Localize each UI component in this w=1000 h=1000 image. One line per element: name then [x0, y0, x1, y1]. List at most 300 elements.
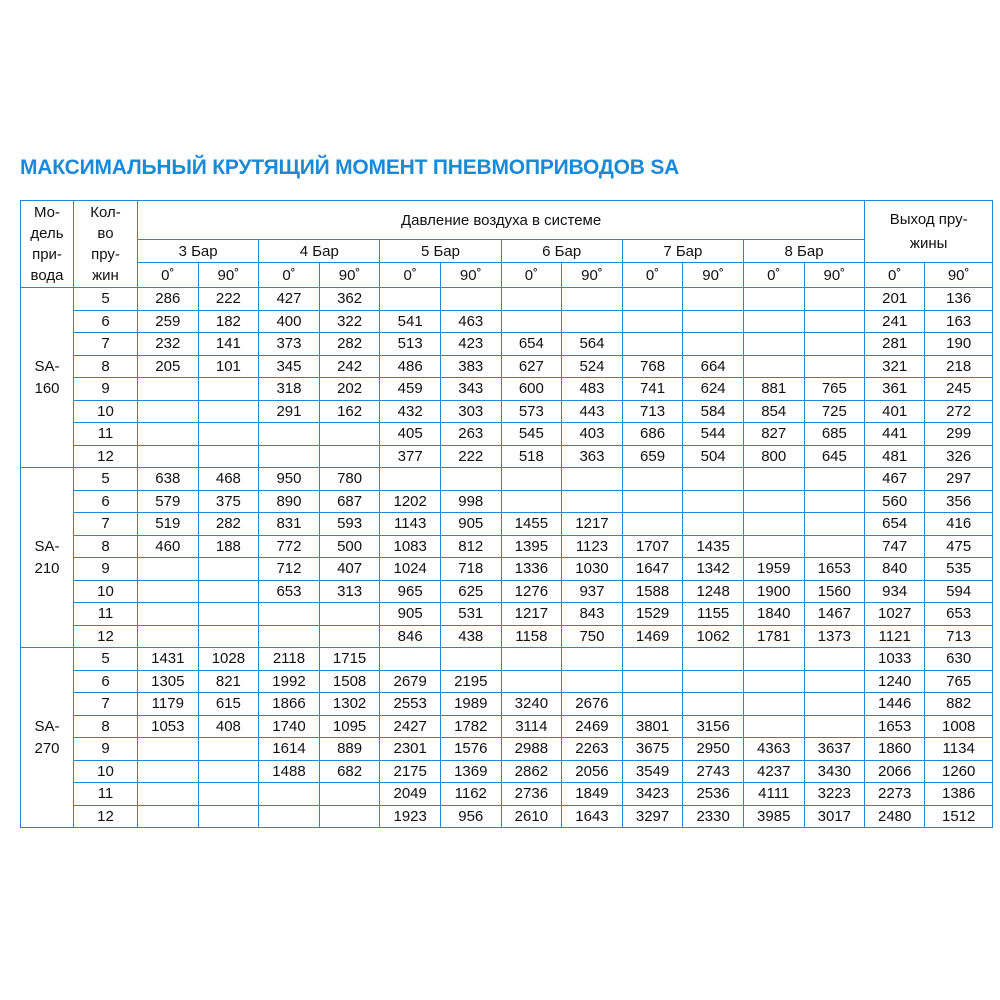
torque-value-cell [501, 670, 562, 693]
torque-value-cell: 780 [319, 468, 380, 491]
springs-count-cell: 7 [74, 693, 138, 716]
angle-header: 90˚ [198, 263, 259, 288]
torque-value-cell: 2988 [501, 738, 562, 761]
torque-value-cell: 625 [440, 580, 501, 603]
torque-value-cell [259, 625, 320, 648]
torque-value-cell: 222 [198, 288, 259, 311]
table-row [21, 738, 993, 761]
torque-value-cell: 821 [198, 670, 259, 693]
spring-output-cell: 653 [925, 603, 993, 626]
torque-value-cell: 1740 [259, 715, 320, 738]
torque-value-cell: 291 [259, 400, 320, 423]
torque-value-cell [804, 693, 865, 716]
spring-output-cell: 1386 [925, 783, 993, 806]
torque-value-cell [198, 805, 259, 828]
torque-value-cell: 519 [138, 513, 199, 536]
model-cell [21, 648, 74, 828]
torque-value-cell: 2118 [259, 648, 320, 671]
torque-value-cell [743, 468, 804, 491]
torque-value-cell: 905 [440, 513, 501, 536]
springs-count-cell: 5 [74, 468, 138, 491]
torque-value-cell: 664 [683, 355, 744, 378]
torque-value-cell: 1469 [622, 625, 683, 648]
torque-value-cell: 1560 [804, 580, 865, 603]
spring-output-cell: 190 [925, 333, 993, 356]
torque-value-cell [743, 513, 804, 536]
torque-value-cell [198, 423, 259, 446]
torque-value-cell [683, 288, 744, 311]
spring-output-cell: 401 [865, 400, 925, 423]
table-row [21, 310, 993, 333]
torque-value-cell: 363 [562, 445, 623, 468]
torque-value-cell: 1143 [380, 513, 441, 536]
torque-value-cell: 460 [138, 535, 199, 558]
angle-header: 0˚ [622, 263, 683, 288]
model-cell [21, 288, 74, 468]
torque-value-cell: 1123 [562, 535, 623, 558]
torque-value-cell: 600 [501, 378, 562, 401]
torque-value-cell: 843 [562, 603, 623, 626]
torque-value-cell: 2862 [501, 760, 562, 783]
spring-output-cell: 475 [925, 535, 993, 558]
torque-value-cell: 3430 [804, 760, 865, 783]
torque-value-cell: 1431 [138, 648, 199, 671]
torque-value-cell: 362 [319, 288, 380, 311]
torque-value-cell: 1715 [319, 648, 380, 671]
springs-count-cell: 10 [74, 400, 138, 423]
torque-value-cell: 405 [380, 423, 441, 446]
torque-value-cell: 282 [198, 513, 259, 536]
model-cell [21, 468, 74, 648]
torque-value-cell: 3637 [804, 738, 865, 761]
springs-column-header [74, 201, 138, 288]
springs-count-cell: 8 [74, 535, 138, 558]
torque-value-cell: 889 [319, 738, 380, 761]
table-row [21, 333, 993, 356]
springs-count-cell: 10 [74, 760, 138, 783]
spring-output-cell: 163 [925, 310, 993, 333]
spring-output-cell: 765 [925, 670, 993, 693]
torque-value-cell [622, 310, 683, 333]
torque-value-cell [501, 288, 562, 311]
torque-value-cell: 222 [440, 445, 501, 468]
torque-value-cell: 313 [319, 580, 380, 603]
spring-output-cell: 840 [865, 558, 925, 581]
torque-value-cell: 800 [743, 445, 804, 468]
torque-value-cell: 615 [198, 693, 259, 716]
model-header-line: Мо- [33, 204, 60, 221]
torque-value-cell: 573 [501, 400, 562, 423]
torque-value-cell: 750 [562, 625, 623, 648]
torque-value-cell: 188 [198, 535, 259, 558]
torque-value-cell [319, 603, 380, 626]
torque-value-cell [683, 310, 744, 333]
torque-value-cell: 3549 [622, 760, 683, 783]
torque-value-cell [319, 423, 380, 446]
torque-value-cell: 427 [259, 288, 320, 311]
torque-value-cell: 504 [683, 445, 744, 468]
torque-value-cell [743, 715, 804, 738]
torque-value-cell: 685 [804, 423, 865, 446]
torque-value-cell [622, 490, 683, 513]
torque-value-cell: 468 [198, 468, 259, 491]
model-label-line: SA- [34, 717, 60, 735]
springs-count-cell: 12 [74, 625, 138, 648]
torque-value-cell [683, 490, 744, 513]
spring-output-cell: 245 [925, 378, 993, 401]
torque-value-cell: 2743 [683, 760, 744, 783]
springs-count-cell: 5 [74, 288, 138, 311]
model-column-header [21, 201, 74, 288]
table-row [21, 625, 993, 648]
torque-value-cell: 205 [138, 355, 199, 378]
torque-value-cell: 443 [562, 400, 623, 423]
angle-header: 90˚ [804, 263, 865, 288]
torque-table [20, 200, 993, 828]
torque-value-cell: 162 [319, 400, 380, 423]
torque-value-cell: 377 [380, 445, 441, 468]
torque-value-cell: 403 [562, 423, 623, 446]
torque-table-body [21, 288, 993, 828]
springs-count-cell: 7 [74, 333, 138, 356]
spring-output-cell: 560 [865, 490, 925, 513]
page-title: МАКСИМАЛЬНЫЙ КРУТЯЩИЙ МОМЕНТ ПНЕВМОПРИВОДОВ SA [20, 156, 680, 179]
angle-header: 90˚ [319, 263, 380, 288]
torque-value-cell [319, 445, 380, 468]
torque-value-cell: 423 [440, 333, 501, 356]
torque-value-cell: 541 [380, 310, 441, 333]
model-label-line: 210 [34, 559, 60, 577]
torque-value-cell [562, 310, 623, 333]
spring-output-cell: 467 [865, 468, 925, 491]
torque-value-cell [804, 288, 865, 311]
torque-value-cell: 2950 [683, 738, 744, 761]
torque-value-cell: 4237 [743, 760, 804, 783]
torque-value-cell: 263 [440, 423, 501, 446]
torque-value-cell: 1162 [440, 783, 501, 806]
angle-header: 90˚ [562, 263, 623, 288]
torque-value-cell: 1992 [259, 670, 320, 693]
table-row [21, 468, 993, 491]
spring-output-cell: 2273 [865, 783, 925, 806]
springs-header-line: Кол- [90, 204, 121, 221]
torque-value-cell: 1508 [319, 670, 380, 693]
torque-value-cell: 286 [138, 288, 199, 311]
torque-value-cell [138, 378, 199, 401]
torque-value-cell: 4111 [743, 783, 804, 806]
springs-count-cell: 8 [74, 355, 138, 378]
torque-value-cell [138, 400, 199, 423]
torque-value-cell [259, 805, 320, 828]
torque-value-cell: 438 [440, 625, 501, 648]
torque-value-cell [743, 693, 804, 716]
torque-value-cell: 3985 [743, 805, 804, 828]
spring-output-cell: 1512 [925, 805, 993, 828]
torque-value-cell: 712 [259, 558, 320, 581]
springs-count-cell: 11 [74, 783, 138, 806]
torque-value-cell: 725 [804, 400, 865, 423]
torque-value-cell: 3297 [622, 805, 683, 828]
torque-value-cell: 202 [319, 378, 380, 401]
springs-count-cell: 9 [74, 378, 138, 401]
model-label-line: 270 [34, 739, 60, 757]
springs-count-cell: 12 [74, 805, 138, 828]
spring-output-cell: 1860 [865, 738, 925, 761]
pressure-header-7-bar: 7 Бар [622, 240, 743, 263]
torque-value-cell: 2553 [380, 693, 441, 716]
torque-value-cell [380, 468, 441, 491]
torque-value-cell [259, 783, 320, 806]
torque-value-cell: 965 [380, 580, 441, 603]
torque-value-cell: 343 [440, 378, 501, 401]
torque-value-cell [622, 513, 683, 536]
torque-value-cell: 2679 [380, 670, 441, 693]
springs-count-cell: 11 [74, 423, 138, 446]
torque-value-cell: 905 [380, 603, 441, 626]
torque-value-cell [380, 648, 441, 671]
torque-value-cell: 373 [259, 333, 320, 356]
torque-value-cell: 1083 [380, 535, 441, 558]
torque-value-cell [683, 513, 744, 536]
torque-value-cell: 1217 [562, 513, 623, 536]
torque-value-cell: 518 [501, 445, 562, 468]
torque-value-cell: 459 [380, 378, 441, 401]
table-row [21, 580, 993, 603]
spring-output-cell: 356 [925, 490, 993, 513]
torque-value-cell: 593 [319, 513, 380, 536]
torque-value-cell: 2676 [562, 693, 623, 716]
springs-count-cell: 9 [74, 738, 138, 761]
torque-value-cell: 653 [259, 580, 320, 603]
angle-header: 0˚ [259, 263, 320, 288]
torque-value-cell [683, 468, 744, 491]
angle-header: 0˚ [865, 263, 925, 288]
torque-value-cell: 1053 [138, 715, 199, 738]
torque-value-cell: 232 [138, 333, 199, 356]
torque-value-cell: 1369 [440, 760, 501, 783]
torque-value-cell [198, 558, 259, 581]
spring-output-cell: 747 [865, 535, 925, 558]
torque-value-cell: 1030 [562, 558, 623, 581]
torque-value-cell: 1840 [743, 603, 804, 626]
angle-header: 0˚ [501, 263, 562, 288]
torque-value-cell [622, 648, 683, 671]
torque-value-cell [804, 648, 865, 671]
table-row [21, 378, 993, 401]
torque-value-cell: 1849 [562, 783, 623, 806]
torque-value-cell: 3801 [622, 715, 683, 738]
torque-value-cell [622, 670, 683, 693]
model-label-line: 160 [34, 379, 60, 397]
spring-output-cell: 481 [865, 445, 925, 468]
torque-value-cell [743, 333, 804, 356]
torque-value-cell [198, 783, 259, 806]
torque-value-cell: 3223 [804, 783, 865, 806]
angle-header: 90˚ [440, 263, 501, 288]
torque-value-cell [138, 625, 199, 648]
torque-value-cell [743, 490, 804, 513]
torque-value-cell: 1959 [743, 558, 804, 581]
torque-value-cell: 765 [804, 378, 865, 401]
torque-value-cell [743, 288, 804, 311]
torque-value-cell: 827 [743, 423, 804, 446]
torque-value-cell [198, 580, 259, 603]
torque-value-cell: 2427 [380, 715, 441, 738]
torque-value-cell: 408 [198, 715, 259, 738]
torque-value-cell: 2056 [562, 760, 623, 783]
torque-value-cell [138, 445, 199, 468]
pressure-title-header: Давление воздуха в системе [138, 201, 865, 240]
spring-output-cell: 1134 [925, 738, 993, 761]
torque-value-cell [804, 670, 865, 693]
torque-value-cell: 1276 [501, 580, 562, 603]
spring-output-cell: 241 [865, 310, 925, 333]
torque-value-cell [319, 625, 380, 648]
torque-value-cell: 463 [440, 310, 501, 333]
torque-value-cell: 718 [440, 558, 501, 581]
torque-value-cell: 950 [259, 468, 320, 491]
torque-value-cell: 654 [501, 333, 562, 356]
torque-value-cell: 182 [198, 310, 259, 333]
model-header-line: дель [30, 225, 64, 242]
pressure-header-3-bar: 3 Бар [138, 240, 259, 263]
torque-value-cell: 545 [501, 423, 562, 446]
torque-value-cell [501, 490, 562, 513]
spring-output-cell: 1653 [865, 715, 925, 738]
torque-value-cell [743, 535, 804, 558]
torque-value-cell [804, 535, 865, 558]
torque-value-cell: 259 [138, 310, 199, 333]
torque-value-cell [683, 648, 744, 671]
spring-output-cell: 326 [925, 445, 993, 468]
torque-value-cell [198, 603, 259, 626]
torque-value-cell: 881 [743, 378, 804, 401]
torque-value-cell [198, 760, 259, 783]
spring-output-header-line: Выход пру- [889, 210, 968, 228]
torque-value-cell: 831 [259, 513, 320, 536]
torque-value-cell: 682 [319, 760, 380, 783]
torque-value-cell: 544 [683, 423, 744, 446]
torque-value-cell: 513 [380, 333, 441, 356]
torque-value-cell [138, 783, 199, 806]
torque-value-cell: 486 [380, 355, 441, 378]
torque-value-cell [804, 715, 865, 738]
torque-value-cell: 1653 [804, 558, 865, 581]
torque-value-cell [804, 513, 865, 536]
torque-value-cell: 1923 [380, 805, 441, 828]
torque-value-cell [743, 648, 804, 671]
torque-value-cell: 1588 [622, 580, 683, 603]
torque-value-cell [259, 603, 320, 626]
torque-value-cell: 1095 [319, 715, 380, 738]
torque-value-cell: 854 [743, 400, 804, 423]
torque-value-cell: 1455 [501, 513, 562, 536]
torque-value-cell [198, 445, 259, 468]
spring-output-cell: 1033 [865, 648, 925, 671]
torque-value-cell [804, 333, 865, 356]
spring-output-cell: 594 [925, 580, 993, 603]
spring-output-header-line: жины [909, 234, 948, 252]
spring-output-cell: 1446 [865, 693, 925, 716]
torque-value-cell: 1529 [622, 603, 683, 626]
model-header-line: при- [32, 246, 62, 263]
torque-value-cell: 282 [319, 333, 380, 356]
torque-value-cell: 659 [622, 445, 683, 468]
torque-value-cell [198, 400, 259, 423]
torque-value-cell: 383 [440, 355, 501, 378]
torque-value-cell [683, 333, 744, 356]
torque-value-cell: 1062 [683, 625, 744, 648]
angle-header: 90˚ [925, 263, 993, 288]
torque-value-cell: 1155 [683, 603, 744, 626]
pressure-header-8-bar: 8 Бар [743, 240, 864, 263]
torque-value-cell [198, 738, 259, 761]
torque-value-cell [440, 288, 501, 311]
torque-value-cell: 3423 [622, 783, 683, 806]
torque-value-cell [622, 288, 683, 311]
torque-value-cell [440, 468, 501, 491]
spring-output-cell: 1008 [925, 715, 993, 738]
spring-output-cell: 297 [925, 468, 993, 491]
torque-value-cell: 432 [380, 400, 441, 423]
angle-header: 0˚ [138, 263, 199, 288]
springs-count-cell: 9 [74, 558, 138, 581]
table-row [21, 783, 993, 806]
torque-value-cell [138, 760, 199, 783]
torque-value-cell: 1900 [743, 580, 804, 603]
spring-output-cell: 713 [925, 625, 993, 648]
torque-value-cell: 1989 [440, 693, 501, 716]
pressure-header-5-bar: 5 Бар [380, 240, 501, 263]
torque-value-cell: 687 [319, 490, 380, 513]
spring-output-header [865, 201, 993, 263]
torque-value-cell: 375 [198, 490, 259, 513]
springs-count-cell: 6 [74, 490, 138, 513]
torque-value-cell: 3156 [683, 715, 744, 738]
springs-count-cell: 6 [74, 310, 138, 333]
torque-value-cell [622, 333, 683, 356]
springs-header-line: во [97, 225, 114, 242]
spring-output-cell: 1027 [865, 603, 925, 626]
springs-header-line: пру- [91, 246, 120, 263]
torque-value-cell [804, 355, 865, 378]
table-row [21, 603, 993, 626]
torque-value-cell: 584 [683, 400, 744, 423]
torque-value-cell: 1202 [380, 490, 441, 513]
torque-value-cell: 500 [319, 535, 380, 558]
torque-value-cell: 1576 [440, 738, 501, 761]
torque-value-cell: 141 [198, 333, 259, 356]
torque-value-cell [198, 378, 259, 401]
torque-value-cell [562, 490, 623, 513]
table-row [21, 400, 993, 423]
springs-count-cell: 6 [74, 670, 138, 693]
torque-value-cell: 2263 [562, 738, 623, 761]
torque-value-cell: 1707 [622, 535, 683, 558]
spring-output-cell: 201 [865, 288, 925, 311]
torque-value-cell: 3240 [501, 693, 562, 716]
spring-output-cell: 361 [865, 378, 925, 401]
torque-value-cell [804, 490, 865, 513]
torque-value-cell: 400 [259, 310, 320, 333]
table-row [21, 693, 993, 716]
pressure-header-4-bar: 4 Бар [259, 240, 380, 263]
torque-value-cell [380, 288, 441, 311]
spring-output-cell: 1260 [925, 760, 993, 783]
torque-value-cell [562, 670, 623, 693]
torque-value-cell: 1336 [501, 558, 562, 581]
torque-value-cell: 998 [440, 490, 501, 513]
